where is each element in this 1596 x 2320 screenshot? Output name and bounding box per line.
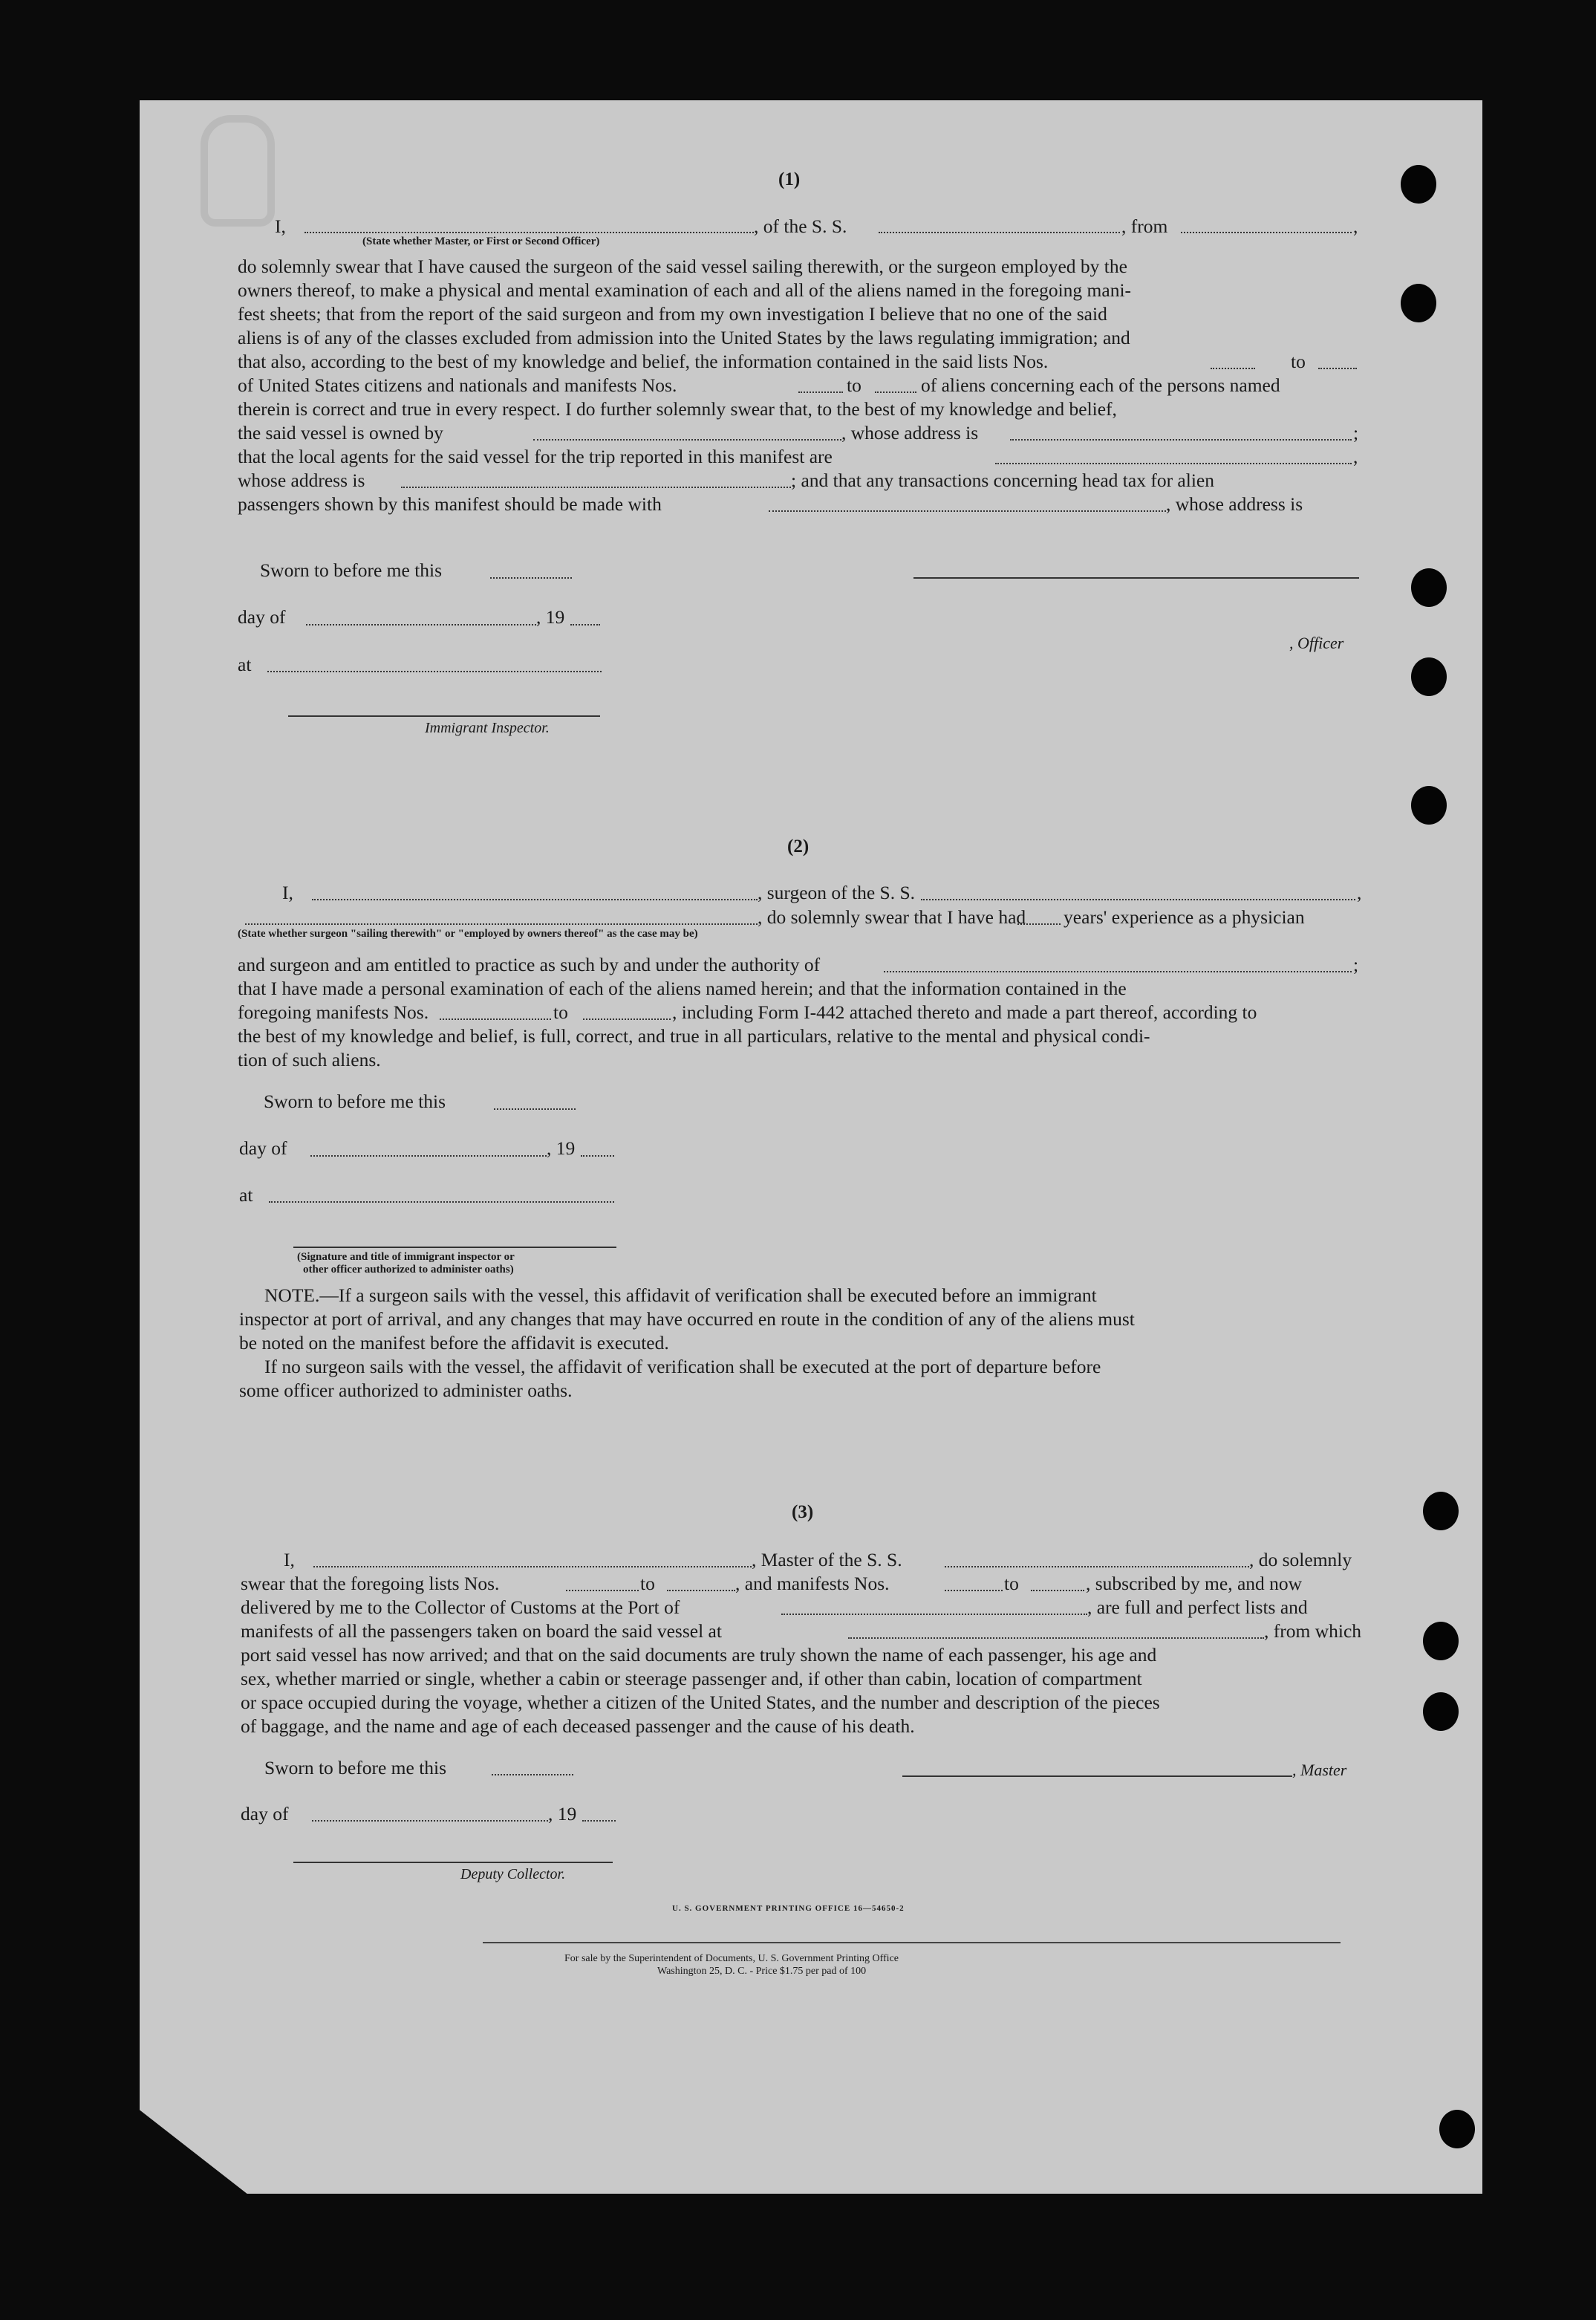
sig-note-2: other officer authorized to administer oaths) bbox=[303, 1264, 514, 1276]
note-line: NOTE.—If a surgeon sails with the vessel, this affidavit of verification shall be executed before an immigrant bbox=[264, 1284, 1097, 1306]
binder-hole bbox=[1423, 1692, 1459, 1731]
s3-year-field[interactable] bbox=[582, 1820, 616, 1822]
s3-sworn: Sworn to before me this bbox=[264, 1757, 447, 1778]
head-tax-contact-field[interactable] bbox=[769, 510, 1166, 512]
s2-vessel-field[interactable] bbox=[921, 899, 1355, 900]
departure-port-field[interactable] bbox=[1181, 232, 1352, 233]
s1-para-line: of United States citizens and nationals and manifests Nos. bbox=[238, 374, 677, 396]
owner-field[interactable] bbox=[533, 439, 841, 441]
section-3-number: (3) bbox=[792, 1502, 814, 1522]
s1-comma: , bbox=[1353, 446, 1358, 467]
s3-sworn-date-field[interactable] bbox=[492, 1774, 573, 1775]
binder-hole bbox=[1423, 1622, 1459, 1660]
s1-transactions: ; and that any transactions concerning head tax for alien bbox=[791, 469, 1214, 491]
list-from-field[interactable] bbox=[1211, 368, 1255, 369]
s3-vessel-field[interactable] bbox=[945, 1566, 1249, 1567]
sig-note-1: (Signature and title of immigrant inspector or bbox=[297, 1251, 515, 1263]
s2-para-line: foregoing manifests Nos. bbox=[238, 1001, 429, 1023]
binder-hole bbox=[1411, 657, 1447, 696]
officer-label: , Officer bbox=[1289, 634, 1344, 652]
s2-signature-line[interactable] bbox=[293, 1247, 616, 1248]
s3-subscribed: , subscribed by me, and now bbox=[1086, 1573, 1303, 1594]
s1-para-line: fest sheets; that from the report of the said surgeon and from my own investigation I believe that no one of the said bbox=[238, 303, 1107, 325]
s3-year: , 19 bbox=[548, 1803, 577, 1825]
s3-para-line: sex, whether married or single, whether a cabin or steerage passenger and, if other than cabin, location of compartment bbox=[241, 1668, 1142, 1689]
s1-para-line: therein is correct and true in every respect. I do further solemnly swear that, to the best of my knowledge and belief, bbox=[238, 398, 1117, 420]
master-note: (State whether Master, or First or Second Officer) bbox=[362, 235, 600, 247]
section-2-number: (2) bbox=[787, 836, 810, 857]
section-1-number: (1) bbox=[778, 169, 801, 189]
surgeon-note: (State whether surgeon "sailing therewith" or "employed by owners thereof" as the case may be) bbox=[238, 928, 698, 940]
s2-to: to bbox=[553, 1001, 568, 1023]
s2-surgeon: , surgeon of the S. S. bbox=[758, 882, 916, 903]
surgeon-name-field[interactable] bbox=[312, 899, 758, 900]
manifest-to-field[interactable] bbox=[875, 391, 916, 393]
s1-semicolon: ; bbox=[1353, 422, 1359, 443]
s2-para-line: and surgeon and am entitled to practice as such by and under the authority of bbox=[238, 954, 821, 975]
note-line: some officer authorized to administer oaths. bbox=[239, 1380, 573, 1401]
s1-para-line: do solemnly swear that I have caused the surgeon of the said vessel sailing therewith, or the surgeon employed by the bbox=[238, 256, 1127, 277]
s1-para-line: aliens is of any of the classes excluded from admission into the United States by the laws regulating immigration; and bbox=[238, 327, 1130, 348]
s3-master: , Master of the S. S. bbox=[752, 1549, 902, 1570]
s2-para-line: the best of my knowledge and belief, is full, correct, and true in all particulars, relative to the mental and physical condi- bbox=[238, 1025, 1150, 1047]
s2-manifest-to-field[interactable] bbox=[583, 1018, 671, 1020]
s1-para-line: the said vessel is owned by bbox=[238, 422, 443, 443]
s1-para-line: owners thereof, to make a physical and mental examination of each and all of the aliens named in the foregoing mani- bbox=[238, 279, 1132, 301]
note-line: be noted on the manifest before the affidavit is executed. bbox=[239, 1332, 669, 1354]
vessel-name-field[interactable] bbox=[879, 232, 1120, 233]
s3-para-line: of baggage, and the name and age of each deceased passenger and the cause of his death. bbox=[241, 1715, 915, 1737]
s2-day-of: day of bbox=[239, 1137, 287, 1159]
s2-day-field[interactable] bbox=[310, 1155, 547, 1157]
note-line: inspector at port of arrival, and any changes that may have occurred en route in the condition of any of the aliens must bbox=[239, 1308, 1135, 1330]
s1-day-of: day of bbox=[238, 606, 286, 628]
s1-at-field[interactable] bbox=[267, 671, 602, 672]
s1-para-line: that also, according to the best of my knowledge and belief, the information contained in the said lists Nos. bbox=[238, 351, 1049, 372]
s3-from-which: , from which bbox=[1264, 1620, 1362, 1642]
s3-manifests-all: manifests of all the passengers taken on board the said vessel at bbox=[241, 1620, 722, 1642]
s1-sworn: Sworn to before me this bbox=[260, 559, 443, 581]
master-label: , Master bbox=[1292, 1761, 1347, 1779]
s3-day-of: day of bbox=[241, 1803, 289, 1825]
s1-to: to bbox=[1291, 351, 1306, 372]
s2-i: I, bbox=[282, 882, 293, 903]
officer-signature-line[interactable] bbox=[913, 577, 1359, 579]
port-field[interactable] bbox=[781, 1614, 1087, 1615]
printing-office: U. S. GOVERNMENT PRINTING OFFICE 16—54650-2 bbox=[672, 1904, 905, 1913]
deputy-collector-label: Deputy Collector. bbox=[460, 1866, 566, 1882]
s3-para-line: port said vessel has now arrived; and that on the said documents are truly shown the name of each passenger, his age and bbox=[241, 1644, 1157, 1666]
s2-year: , 19 bbox=[547, 1137, 576, 1159]
binder-hole bbox=[1423, 1492, 1459, 1530]
s1-at: at bbox=[238, 654, 252, 675]
s2-swear: , do solemnly swear that I have had bbox=[758, 906, 1026, 928]
s1-para-line: whose address is bbox=[238, 469, 365, 491]
authority-field[interactable] bbox=[884, 971, 1352, 972]
s3-manifests: , and manifests Nos. bbox=[735, 1573, 890, 1594]
s2-manifest-from-field[interactable] bbox=[440, 1018, 551, 1020]
s1-para-line: that the local agents for the said vessel for the trip reported in this manifest are bbox=[238, 446, 833, 467]
s3-manifest-from-field[interactable] bbox=[945, 1590, 1003, 1591]
bleed-through-mark bbox=[201, 115, 275, 227]
manifest-from-field[interactable] bbox=[798, 391, 843, 393]
s3-solemnly: , do solemnly bbox=[1249, 1549, 1352, 1570]
s1-aliens-concerning: of aliens concerning each of the persons named bbox=[921, 374, 1280, 396]
s3-list-to-field[interactable] bbox=[667, 1590, 735, 1591]
binder-hole bbox=[1411, 568, 1447, 607]
s3-swear: swear that the foregoing lists Nos. bbox=[241, 1573, 500, 1594]
list-to-field[interactable] bbox=[1318, 368, 1357, 369]
s1-to: to bbox=[847, 374, 861, 396]
s2-end: , bbox=[1357, 882, 1362, 903]
master-signature-line[interactable] bbox=[902, 1775, 1292, 1777]
s1-i: I, bbox=[275, 215, 286, 237]
footer-line-1: For sale by the Superintendent of Documents, U. S. Government Printing Office bbox=[564, 1953, 899, 1964]
s3-to: to bbox=[640, 1573, 655, 1594]
s3-to: to bbox=[1004, 1573, 1019, 1594]
s1-year-field[interactable] bbox=[570, 624, 600, 626]
s3-manifest-to-field[interactable] bbox=[1031, 1590, 1084, 1591]
immigrant-inspector-label: Immigrant Inspector. bbox=[425, 720, 550, 736]
s3-master-name-field[interactable] bbox=[313, 1566, 752, 1567]
note-line: If no surgeon sails with the vessel, the affidavit of verification shall be executed at the port of departure before bbox=[264, 1356, 1101, 1377]
s2-at-field[interactable] bbox=[269, 1201, 614, 1203]
embarkation-port-field[interactable] bbox=[848, 1637, 1264, 1639]
years-experience-field[interactable] bbox=[1017, 923, 1061, 925]
agents-address-field[interactable] bbox=[401, 487, 791, 488]
binder-hole bbox=[1401, 284, 1436, 322]
footer-line-2: Washington 25, D. C. - Price $1.75 per pad of 100 bbox=[657, 1966, 867, 1977]
s3-para-line: or space occupied during the voyage, whether a citizen of the United States, and the number and description of the pieces bbox=[241, 1692, 1160, 1713]
s1-of-ss: , of the S. S. bbox=[754, 215, 847, 237]
binder-hole bbox=[1439, 2110, 1475, 2148]
s2-at: at bbox=[239, 1184, 253, 1206]
s1-end: , bbox=[1353, 215, 1358, 237]
s1-para-line: passengers shown by this manifest should be made with bbox=[238, 493, 662, 515]
s1-address2: , whose address is bbox=[1166, 493, 1303, 515]
s3-delivered: delivered by me to the Collector of Customs at the Port of bbox=[241, 1596, 680, 1618]
binder-hole bbox=[1411, 786, 1447, 825]
owner-address-field[interactable] bbox=[1010, 439, 1352, 441]
s1-from: , from bbox=[1121, 215, 1168, 237]
s1-sworn-date-field[interactable] bbox=[490, 577, 572, 579]
bleed-through-text bbox=[327, 126, 1144, 156]
surgeon-status-field[interactable] bbox=[245, 923, 758, 925]
s2-sworn-date-field[interactable] bbox=[494, 1108, 576, 1110]
s1-owner-address: , whose address is bbox=[841, 422, 979, 443]
binder-hole bbox=[1401, 165, 1436, 204]
s3-full: , are full and perfect lists and bbox=[1087, 1596, 1308, 1618]
s2-semicolon: ; bbox=[1353, 954, 1359, 975]
s3-i: I, bbox=[284, 1549, 295, 1570]
s3-day-field[interactable] bbox=[312, 1820, 548, 1822]
s2-sworn: Sworn to before me this bbox=[264, 1091, 446, 1112]
s2-para-line: that I have made a personal examination of each of the aliens named herein; and that the information contained in the bbox=[238, 978, 1127, 999]
footer-rule bbox=[483, 1942, 1341, 1943]
s1-day-field[interactable] bbox=[306, 624, 536, 626]
s2-years: years' experience as a physician bbox=[1064, 906, 1305, 928]
s2-year-field[interactable] bbox=[581, 1155, 614, 1157]
agents-field[interactable] bbox=[995, 463, 1352, 464]
s2-form: , including Form I-442 attached thereto and made a part thereof, according to bbox=[672, 1001, 1257, 1023]
s3-list-from-field[interactable] bbox=[566, 1590, 639, 1591]
s1-year: , 19 bbox=[536, 606, 565, 628]
s2-para-line: tion of such aliens. bbox=[238, 1049, 381, 1070]
master-name-field[interactable] bbox=[304, 232, 754, 233]
